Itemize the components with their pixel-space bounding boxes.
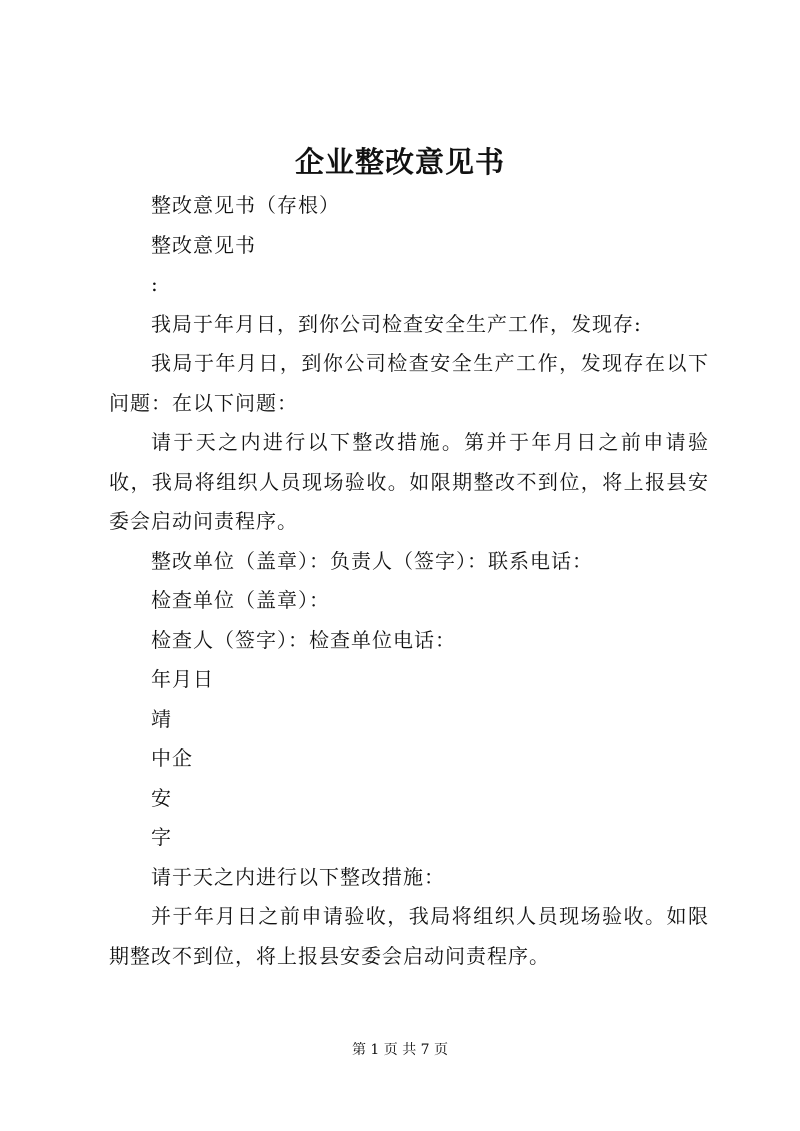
stub-heading: 整改意见书（存根） <box>151 193 340 217</box>
notice-heading: 整改意见书 <box>151 232 256 257</box>
document-title: 企业整改意见书 <box>294 145 505 179</box>
document-body <box>109 186 709 976</box>
measures-intro: 请于天之内进行以下整改措施： <box>151 864 445 889</box>
document-number-fragment-3: 安 <box>151 785 172 810</box>
page-number-footer: 第 1 页 共 7 页 <box>351 1042 449 1058</box>
addressee-colon: : <box>151 272 159 296</box>
inspecting-unit-seal-line: 检查单位（盖章）： <box>151 588 330 612</box>
document-number-fragment-1: 靖 <box>151 706 172 731</box>
acceptance-notice: 并于年月日之前申请验收，我局将组织人员现场验收。如限期整改不到位，将上报县安委会启动问责程序。 <box>109 904 709 968</box>
document-number-fragment-2: 中企 <box>151 746 193 770</box>
rectification-requirement: 请于天之内进行以下整改措施。第并于年月日之前申请验收，我局将组织人员现场验收。如限期整改不到位，将上报县安委会启动问责程序。 <box>109 430 709 533</box>
rectifying-unit-signature-line: 整改单位（盖章）：负责人（签字）：联系电话： <box>151 548 593 573</box>
date-line: 年月日 <box>151 667 214 691</box>
inspection-intro-full: 我局于年月日，到你公司检查安全生产工作，发现存在以下问题：在以下问题： <box>109 351 709 415</box>
inspector-signature-line: 检查人（签字）：检查单位电话： <box>151 627 456 652</box>
inspection-intro-short: 我局于年月日，到你公司检查安全生产工作，发现存: <box>151 311 642 336</box>
document-number-fragment-4: 字 <box>151 825 172 849</box>
